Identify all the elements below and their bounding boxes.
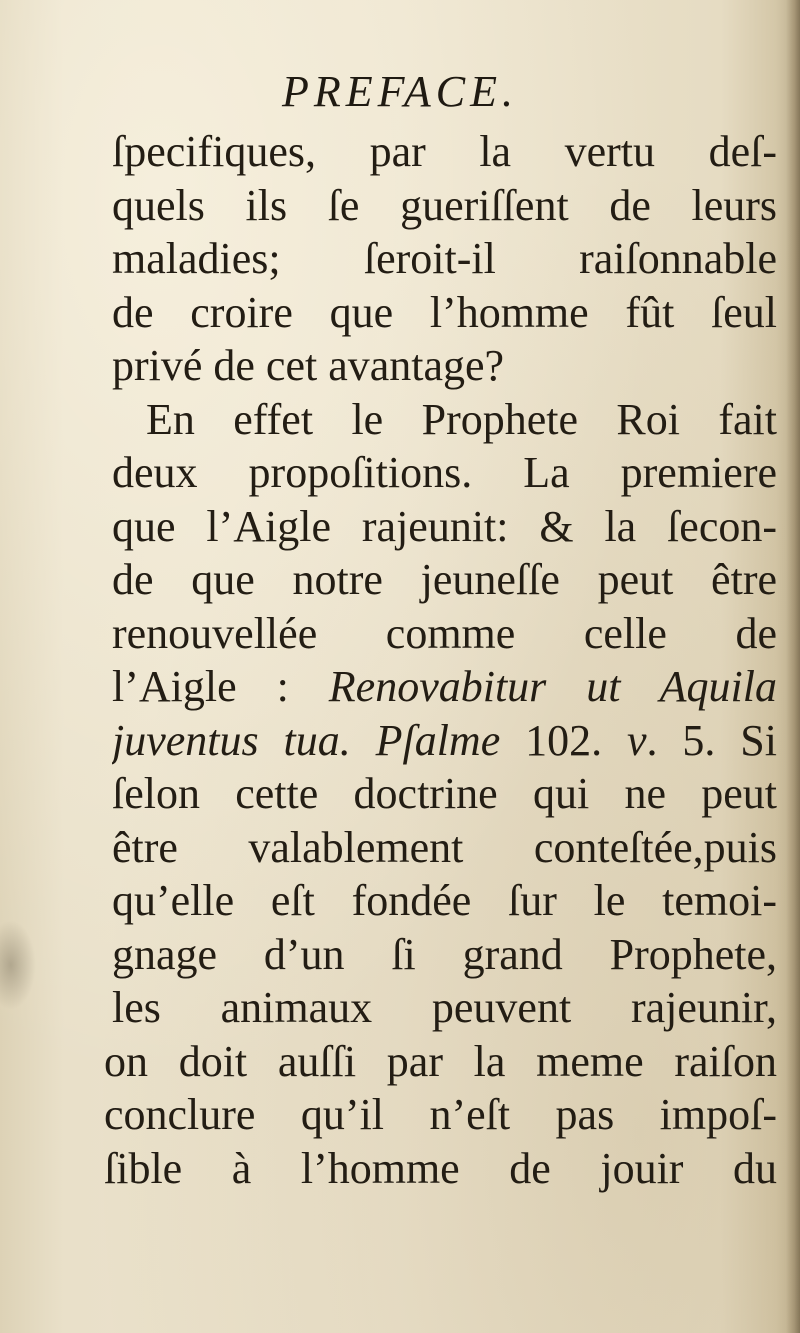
text-line xyxy=(112,500,777,554)
running-head: PREFACE. xyxy=(282,67,518,116)
text-line xyxy=(112,286,777,340)
text-line xyxy=(104,1088,777,1142)
text-line xyxy=(112,232,777,286)
italic-span: juventus tua. Pſalme xyxy=(112,715,526,765)
text-line xyxy=(112,607,777,661)
page-edge-shadow xyxy=(786,0,800,1333)
text-span: on doit auſſi par la meme raiſon xyxy=(104,1036,777,1086)
text-line xyxy=(104,1035,777,1089)
text-span: de que notre jeuneſſe peut être xyxy=(112,555,777,604)
text-line xyxy=(112,874,777,928)
text-span: deux propoſitions. La premiere xyxy=(112,448,777,497)
text-span: gnage d’un ſi grand Prophete, xyxy=(112,929,777,979)
text-span: l’Aigle : xyxy=(112,662,329,711)
text-line xyxy=(112,660,777,714)
text-span: être valablement conteſtée,puis xyxy=(112,822,777,872)
text-span: ſpecifiques, par la vertu deſ- xyxy=(112,127,777,176)
text-line xyxy=(112,125,777,179)
text-line xyxy=(112,339,777,393)
italic-span: Renovabitur ut Aquila xyxy=(328,662,777,711)
text-line xyxy=(112,767,777,821)
text-span: les animaux peuvent rajeunir, xyxy=(112,983,777,1032)
text-line xyxy=(112,981,777,1035)
text-span: ſible à l’homme de jouir du xyxy=(104,1143,777,1193)
text-span: conclure qu’il n’eſt pas impoſ- xyxy=(104,1090,777,1139)
text-line xyxy=(112,553,777,607)
text-line xyxy=(112,446,777,500)
text-span: de croire que l’homme fût ſeul xyxy=(112,287,777,337)
text-span: privé de cet avantage? xyxy=(112,341,505,390)
text-span: renouvellée comme celle de xyxy=(112,608,777,658)
text-line xyxy=(112,928,777,982)
text-span: que l’Aigle rajeunit: & la ſecon- xyxy=(112,501,777,551)
body-text xyxy=(104,125,777,1195)
text-line xyxy=(104,1142,777,1196)
text-span: qu’elle eſt fondée ſur le temoi- xyxy=(112,876,777,925)
text-span: ſelon cette doctrine qui ne peut xyxy=(112,769,777,818)
text-span: En effet le Prophete Roi fait xyxy=(146,394,777,444)
text-line xyxy=(112,821,777,875)
margin-smudge xyxy=(0,920,36,1010)
text-line xyxy=(112,179,777,233)
text-span: . 5. Si xyxy=(646,715,777,765)
italic-span: v xyxy=(627,715,647,765)
text-span: 102. xyxy=(525,715,628,765)
text-span: quels ils ſe gueriſſent de leurs xyxy=(112,180,777,230)
text-span: maladies; ſeroit-il raiſonnable xyxy=(112,234,777,283)
text-line xyxy=(112,714,777,768)
text-line xyxy=(112,393,777,447)
